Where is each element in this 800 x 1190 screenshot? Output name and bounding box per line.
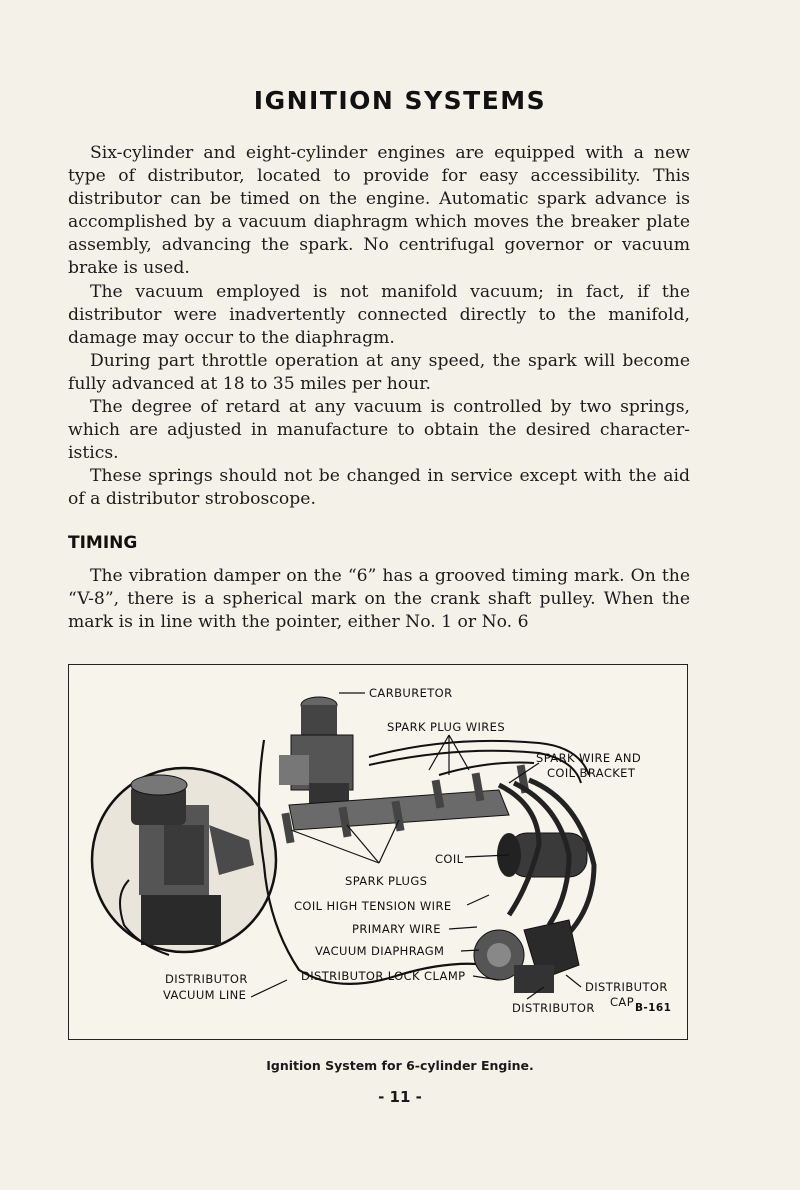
- label-spark-plugs: SPARK PLUGS: [345, 874, 428, 888]
- paragraph: During part throttle operation at any speed, the spark will become fully advanced at 18 to 35 miles per hour.: [68, 350, 690, 394]
- label-distributor-cap-1: DISTRIBUTOR: [585, 980, 668, 994]
- paragraph: These springs should not be changed in service except with the aid of a distributor stroboscope.: [68, 466, 690, 510]
- label-carburetor: CARBURETOR: [369, 686, 453, 700]
- section-heading-timing: TIMING: [68, 533, 138, 553]
- label-vacuum-diaphragm: VACUUM DIAPHRAGM: [315, 944, 445, 958]
- label-distributor-lock-clamp: DISTRIBUTOR LOCK CLAMP: [301, 969, 466, 983]
- label-coil: COIL: [435, 852, 464, 866]
- label-coil-bracket: COIL BRACKET: [547, 766, 636, 780]
- label-primary-wire: PRIMARY WIRE: [352, 922, 441, 936]
- page-title: IGNITION SYSTEMS: [253, 86, 547, 115]
- timing-text: [68, 565, 690, 634]
- coil-drawing: [497, 833, 587, 877]
- figure-caption: Ignition System for 6-cylinder Engine.: [266, 1058, 534, 1073]
- label-distributor-vacuum-line-1: DISTRIBUTOR: [165, 972, 248, 986]
- page-number: - 11 -: [378, 1088, 422, 1106]
- body-text: [68, 142, 690, 512]
- paragraph: The degree of retard at any vacuum is controlled by two springs, which are adjusted in manufacture to obtain the desired character-istics.: [68, 397, 690, 464]
- label-figure-code: B-161: [635, 1002, 672, 1014]
- label-distributor-cap-2: CAP: [610, 995, 635, 1009]
- carburetor-drawing: [279, 697, 353, 805]
- paragraph: The vacuum employed is not manifold vacuum; in fact, if the distributor were inadvertently connected directly to the manifold, damage may occur to the diaphragm.: [68, 281, 690, 348]
- label-spark-wire-and: SPARK WIRE AND: [536, 751, 642, 765]
- label-distributor-vacuum-line-2: VACUUM LINE: [163, 988, 247, 1002]
- label-distributor: DISTRIBUTOR: [512, 1001, 595, 1015]
- paragraph: The vibration damper on the “6” has a grooved timing mark. On the “V-8”, there is a spherical mark on the crank shaft pulley. When the mark is in line with the pointer, either No. 1 or No. 6: [68, 566, 690, 633]
- label-spark-plug-wires: SPARK PLUG WIRES: [387, 720, 506, 734]
- distributor-drawing: [474, 920, 579, 993]
- paragraph: Six-cylinder and eight-cylinder engines are equipped with a new type of distributor, located to provide for easy accessibility. This distributor can be timed on the engine. Automatic spark advance is accomplished by a vacuum diaphragm which moves the breaker plate assembly, advancing the spark. No centrifugal governor or vacuum brake is used.: [68, 143, 690, 279]
- ignition-diagram: [68, 664, 688, 1040]
- label-coil-high-tension-wire: COIL HIGH TENSION WIRE: [294, 899, 452, 913]
